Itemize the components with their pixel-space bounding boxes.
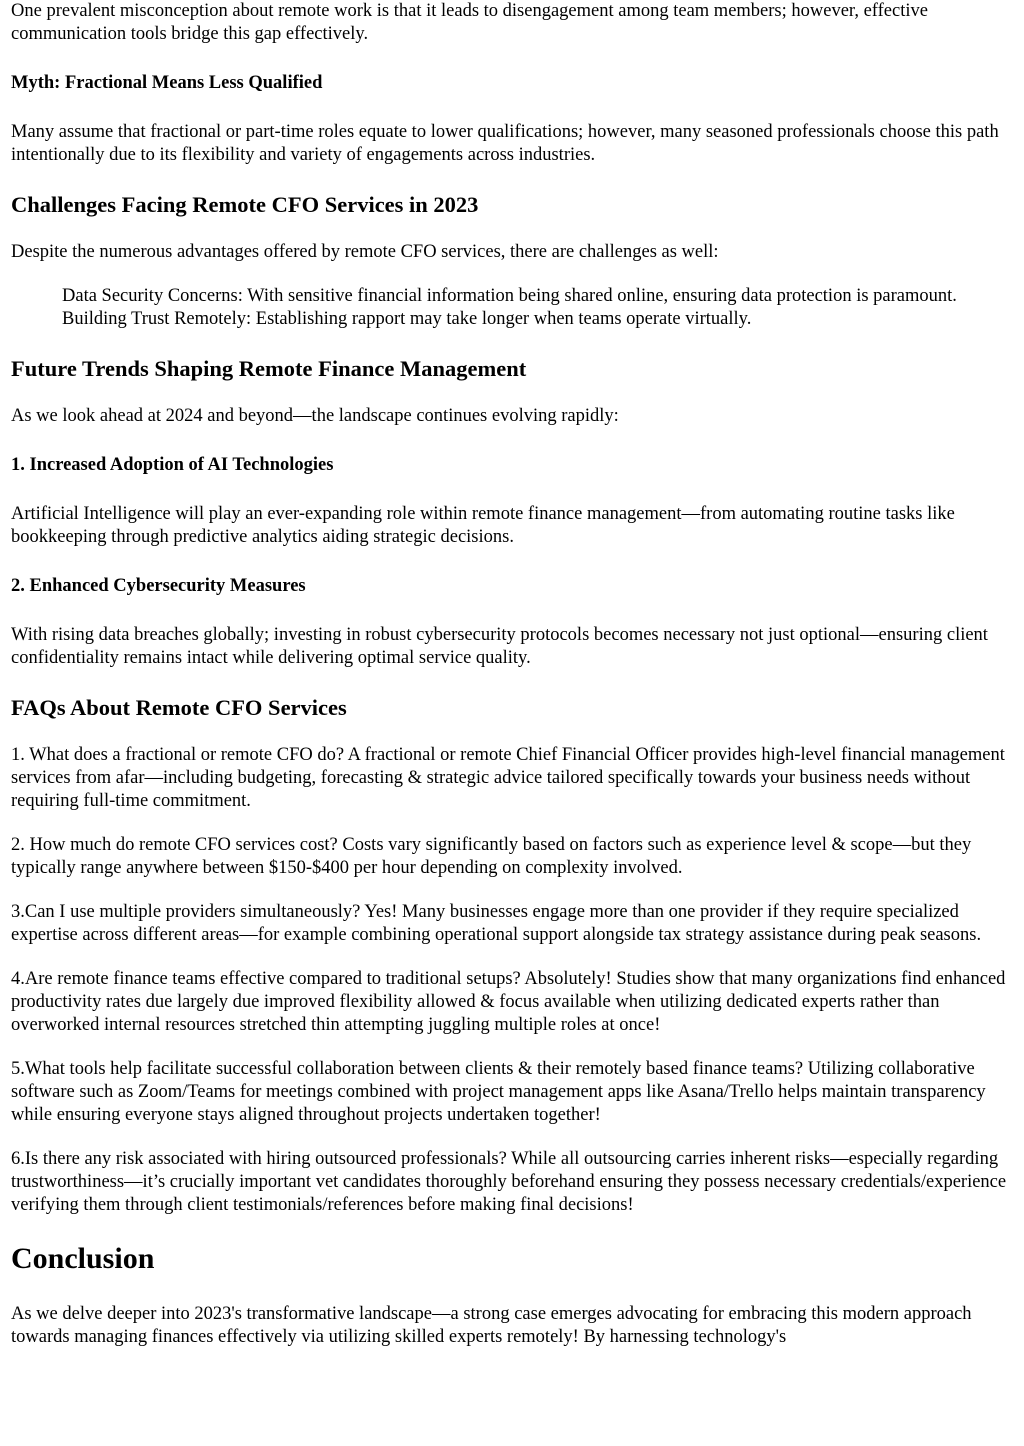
trend2-text: With rising data breaches globally; investing in robust cybersecurity protocols becomes necessary not just optional—ensuring client confidentiality remains intact while delivering optimal service quality.: [11, 625, 988, 668]
myth-fractional-heading: Myth: Fractional Means Less Qualified: [11, 73, 323, 93]
conclusion-text: As we delve deeper into 2023's transformative landscape—a strong case emerges advocating for embracing this modern approach towards managing finances effectively via utilizing skilled experts remotely! By harnessing technology's: [11, 1304, 972, 1347]
trend1-text: Artificial Intelligence will play an ever-expanding role within remote finance management—from automating routine tasks like bookkeeping through predictive analytics aiding strategic decisions.: [11, 504, 955, 547]
future-trends-intro: As we look ahead at 2024 and beyond—the landscape continues evolving rapidly:: [11, 406, 619, 426]
faq-item: 5.What tools help facilitate successful collaboration between clients & their remotely based finance teams? Utilizing collaborative software such as Zoom/Teams for meetings combined with project management apps like Asana/Trello helps maintain transparency while ensuring everyone stays aligned throughout projects undertaken together!: [11, 1059, 986, 1125]
faq-item: 6.Is there any risk associated with hiring outsourced professionals? While all outsourcing carries inherent risks—especially regarding trustworthiness—it’s crucially important vet candidates thoroughly beforehand ensuring they possess necessary credentials/experience verifying them through client testimonials/references before making final decisions!: [11, 1149, 1007, 1215]
faq-item: 4.Are remote finance teams effective compared to traditional setups? Absolutely! Studies show that many organizations find enhanced productivity rates due largely due improved flexibility allowed & focus available when utilizing dedicated experts rather than overworked internal resources stretched thin attempting juggling multiple roles at once!: [11, 969, 1006, 1035]
trend2-heading: 2. Enhanced Cybersecurity Measures: [11, 576, 306, 596]
challenges-intro: Despite the numerous advantages offered by remote CFO services, there are challenges as well:: [11, 242, 719, 262]
faq-item: 3.Can I use multiple providers simultaneously? Yes! Many businesses engage more than one provider if they require specialized expertise across different areas—for example combining operational support alongside tax strategy assistance during peak seasons.: [11, 902, 982, 945]
future-trends-heading: Future Trends Shaping Remote Finance Management: [11, 356, 527, 381]
faq-item: 2. How much do remote CFO services cost? Costs vary significantly based on factors such as experience level & scope—but they typically range anywhere between $150-$400 per hour depending on complexity involved.: [11, 835, 972, 878]
faq-item: 1. What does a fractional or remote CFO do? A fractional or remote Chief Financial Officer provides high-level financial management services from afar—including budgeting, forecasting & strategic advice tailored specifically towards your business needs without requiring full-time commitment.: [11, 745, 1005, 811]
conclusion-heading: Conclusion: [11, 1242, 155, 1275]
trend1-heading: 1. Increased Adoption of AI Technologies: [11, 455, 334, 475]
challenges-heading: Challenges Facing Remote CFO Services in 2023: [11, 192, 479, 217]
faqs-heading: FAQs About Remote CFO Services: [11, 695, 347, 720]
faq-list: [11, 744, 1013, 1217]
challenges-quote: Data Security Concerns: With sensitive financial information being shared online, ensuring data protection is paramount. Building Trust Remotely: Establishing rapport may take longer when teams operate virtually.: [62, 286, 957, 329]
intro-paragraph: One prevalent misconception about remote work is that it leads to disengagement among team members; however, effective communication tools bridge this gap effectively.: [11, 1, 928, 44]
myth-fractional-text: Many assume that fractional or part-time roles equate to lower qualifications; however, many seasoned professionals choose this path intentionally due to its flexibility and variety of engagements across industries.: [11, 122, 999, 165]
